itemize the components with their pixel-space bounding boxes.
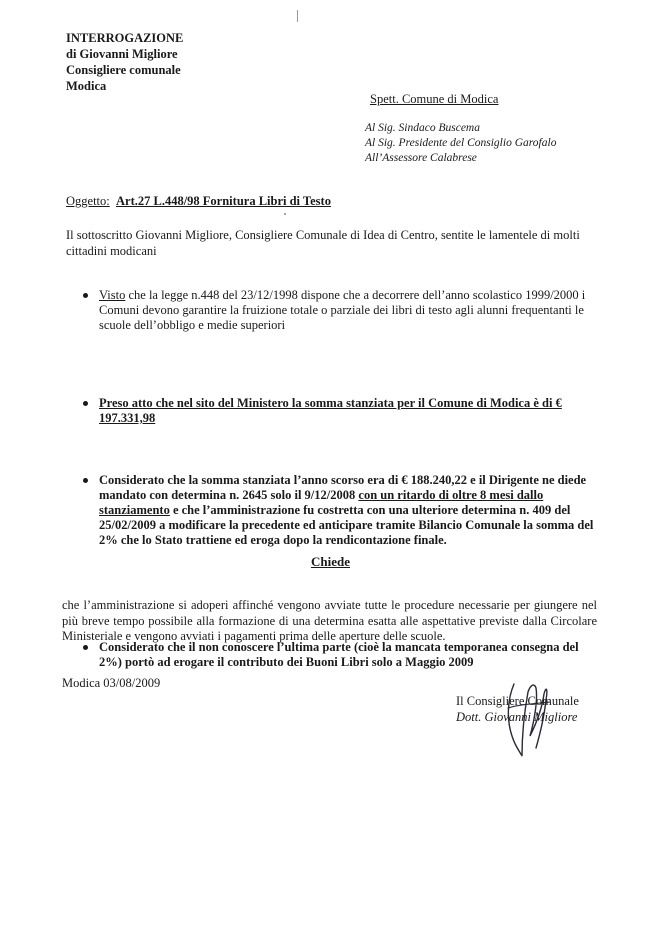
point-lead: Visto bbox=[99, 288, 126, 302]
bullet-icon bbox=[83, 293, 88, 298]
list-item bbox=[80, 473, 600, 548]
point-text: e che l’amministrazione fu costretta con una ulteriore determina n. 409 del 25/02/2009 a modificare la precedente ed anticipare tramite Bilancio Comunale la somma del 2% che lo Stato trattiene ed eroga dopo la rendicontazione finale. bbox=[99, 503, 594, 547]
point-underlined: con un ritardo di oltre 8 mesi dallo stanziamento bbox=[99, 488, 544, 517]
subject-label: Oggetto: bbox=[66, 194, 110, 208]
subject-line bbox=[66, 194, 331, 209]
signature-block bbox=[456, 693, 579, 725]
point-text: Considerato che il non conoscere l’ultima parte (cioè la mancata temporanea consegna del 2%) portò ad erogare il contributo dei Buoni Libri solo a Maggio 2009 bbox=[99, 640, 579, 669]
recipient-mayor: Al Sig. Sindaco Buscema bbox=[365, 122, 480, 134]
scan-dust bbox=[284, 213, 286, 215]
recipients-list bbox=[365, 121, 556, 166]
header-author: di Giovanni Migliore bbox=[66, 47, 178, 61]
sender-header bbox=[66, 30, 183, 94]
bullet-icon bbox=[83, 478, 88, 483]
list-item bbox=[80, 640, 600, 670]
intro-paragraph: Il sottoscritto Giovanni Migliore, Consigliere Comunale di Idea di Centro, sentite le lamentele di molti cittadini modicani bbox=[66, 228, 580, 258]
bullet-icon bbox=[83, 401, 88, 406]
bullet-icon bbox=[83, 645, 88, 650]
recipient-assessor: All’Assessore Calabrese bbox=[365, 152, 477, 164]
scan-mark bbox=[297, 10, 298, 22]
signature-role: Il Consigliere Comunale bbox=[456, 694, 579, 708]
subject-text: Art.27 L.448/98 Fornitura Libri di Testo bbox=[116, 194, 331, 208]
request-paragraph: che l’amministrazione si adoperi affinché vengono avviate tutte le procedure necessarie per giungere nel più breve tempo possibile alla formazione di una determina esatta alle aspettative previste dalla Circolare Ministeriale e vengono avviati i pagamenti prima delle aperture delle scuole. bbox=[62, 598, 597, 643]
header-title: INTERROGAZIONE bbox=[66, 31, 184, 45]
header-role: Consigliere comunale bbox=[66, 63, 181, 77]
addressee: Spett. Comune di Modica bbox=[370, 92, 499, 106]
recipient-president: Al Sig. Presidente del Consiglio Garofalo bbox=[365, 137, 557, 149]
place-date: Modica 03/08/2009 bbox=[62, 676, 161, 690]
list-item bbox=[80, 396, 600, 426]
signature-name: Dott. Giovanni Migliore bbox=[456, 710, 578, 724]
list-item bbox=[80, 288, 600, 333]
point-text: Preso atto che nel sito del Ministero la somma stanziata per il Comune di Modica è di € 197.331,98 bbox=[99, 396, 562, 425]
request-heading: Chiede bbox=[311, 554, 350, 569]
header-city: Modica bbox=[66, 79, 107, 93]
point-text: che la legge n.448 del 23/12/1998 dispone che a decorrere dell’anno scolastico 1999/2000 i Comuni devono garantire la fruizione totale o parziale dei libri di testo agli alunni frequentanti le scuole dell’obbligo e medie superiori bbox=[99, 288, 586, 332]
point-text: Considerato che la somma stanziata l’anno scorso era di € 188.240,22 e il Dirigente ne diede mandato con determina n. 2645 solo il 9/12/2008 bbox=[99, 473, 587, 502]
